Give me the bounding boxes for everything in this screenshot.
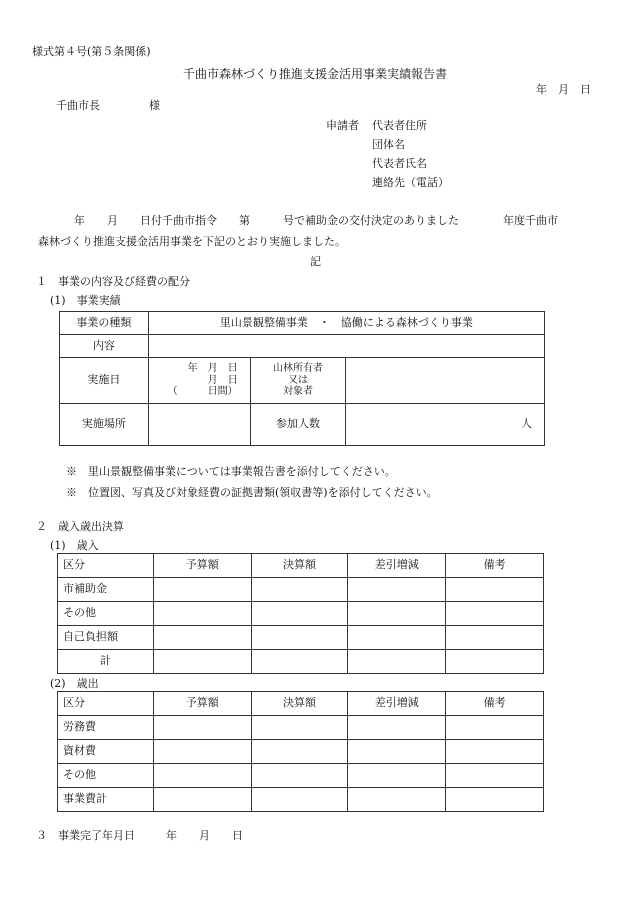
section1-heading: １ 事業の内容及び経費の配分 [36, 275, 190, 288]
expense-header-settlement: 決算額 [251, 692, 348, 716]
note-1: ※ 里山景観整備事業については事業報告書を添付してください。 [66, 465, 396, 478]
form-number: 様式第４号(第５条関係) [32, 45, 151, 58]
expense-cell[interactable] [446, 740, 544, 764]
expense-table [57, 691, 544, 812]
income-total-label: 計 [58, 650, 154, 674]
owner-line3: 対象者 [283, 386, 314, 398]
content-cell[interactable] [148, 335, 544, 358]
income-cell[interactable] [153, 650, 251, 674]
income-row-label: 市補助金 [58, 578, 154, 602]
expense-cell[interactable] [348, 764, 446, 788]
expense-cell[interactable] [251, 716, 348, 740]
income-cell[interactable] [446, 650, 544, 674]
income-header-difference: 差引増減 [348, 554, 446, 578]
location-cell[interactable] [148, 404, 250, 446]
expense-cell[interactable] [153, 740, 251, 764]
expense-cell[interactable] [446, 716, 544, 740]
owner-line2: 又は [288, 374, 309, 386]
expense-row-label: その他 [58, 764, 154, 788]
income-cell[interactable] [446, 626, 544, 650]
income-header-remarks: 備考 [446, 554, 544, 578]
expense-cell[interactable] [348, 740, 446, 764]
body-paragraph-line2: 森林づくり推進支援金活用事業を下記のとおり実施しました。 [38, 235, 346, 248]
income-cell[interactable] [251, 578, 348, 602]
income-cell[interactable] [153, 626, 251, 650]
income-cell[interactable] [251, 626, 348, 650]
date-days: （ 日間） [167, 386, 238, 398]
expense-subheading: (2) 歳出 [50, 677, 99, 690]
section2-heading: ２ 歳入歳出決算 [36, 520, 124, 533]
date-start: 年 月 日 [187, 363, 238, 375]
section1-subheading: (1) 事業実績 [50, 294, 121, 307]
income-cell[interactable] [348, 602, 446, 626]
owner-line1: 山林所有者 [273, 363, 324, 375]
expense-cell[interactable] [348, 716, 446, 740]
applicant-address: 代表者住所 [372, 119, 427, 132]
document-title: 千曲市森林づくり推進支援金活用事業実績報告書 [182, 67, 447, 81]
income-cell[interactable] [348, 578, 446, 602]
owner-value-cell[interactable] [346, 358, 545, 404]
expense-cell[interactable] [153, 788, 251, 812]
expense-cell[interactable] [348, 788, 446, 812]
addressee-honorific: 様 [149, 99, 160, 112]
content-label: 内容 [60, 335, 149, 358]
expense-cell[interactable] [251, 788, 348, 812]
income-header-budget: 予算額 [153, 554, 251, 578]
income-row-label: 自己負担額 [58, 626, 154, 650]
date-end: 月 日 [207, 374, 238, 386]
expense-cell[interactable] [446, 788, 544, 812]
applicant-label: 申請者 [326, 119, 359, 132]
owner-label-cell [250, 358, 346, 404]
participants-unit: 人 [521, 417, 532, 431]
report-date: 年 月 日 [536, 83, 591, 96]
business-type-label: 事業の種類 [60, 312, 149, 335]
applicant-contact: 連絡先（電話） [372, 176, 449, 189]
income-header-settlement: 決算額 [251, 554, 348, 578]
income-row-label: その他 [58, 602, 154, 626]
expense-cell[interactable] [251, 740, 348, 764]
location-label: 実施場所 [60, 404, 149, 446]
income-subheading: (1) 歳入 [50, 539, 99, 552]
expense-header-category: 区分 [58, 692, 154, 716]
implementation-date-cell[interactable] [148, 358, 250, 404]
income-cell[interactable] [446, 578, 544, 602]
business-type-value: 里山景観整備事業 ・ 協働による森林づくり事業 [148, 312, 544, 335]
section3-heading: ３ 事業完了年月日 [36, 829, 135, 842]
income-cell[interactable] [251, 650, 348, 674]
income-cell[interactable] [446, 602, 544, 626]
applicant-name: 代表者氏名 [372, 157, 427, 170]
income-header-category: 区分 [58, 554, 154, 578]
body-paragraph-line1: 年 月 日付千曲市指令 第 号で補助金の交付決定のありました 年度千曲市 [74, 214, 558, 227]
applicant-group: 団体名 [372, 138, 405, 151]
business-results-table [59, 311, 545, 446]
income-cell[interactable] [153, 578, 251, 602]
participants-cell[interactable] [346, 404, 545, 446]
expense-header-remarks: 備考 [446, 692, 544, 716]
completion-date: 年 月 日 [166, 829, 243, 842]
income-cell[interactable] [348, 650, 446, 674]
income-cell[interactable] [251, 602, 348, 626]
expense-total-label: 事業費計 [58, 788, 154, 812]
expense-cell[interactable] [446, 764, 544, 788]
expense-cell[interactable] [153, 716, 251, 740]
implementation-date-label: 実施日 [60, 358, 149, 404]
participants-label: 参加人数 [250, 404, 346, 446]
expense-header-budget: 予算額 [153, 692, 251, 716]
expense-row-label: 労務費 [58, 716, 154, 740]
expense-cell[interactable] [153, 764, 251, 788]
income-cell[interactable] [348, 626, 446, 650]
income-table [57, 553, 544, 674]
ki-mark: 記 [310, 255, 321, 268]
note-2: ※ 位置図、写真及び対象経費の証拠書類(領収書等)を添付してください。 [66, 486, 438, 499]
income-cell[interactable] [153, 602, 251, 626]
expense-cell[interactable] [251, 764, 348, 788]
expense-header-difference: 差引増減 [348, 692, 446, 716]
expense-row-label: 資材費 [58, 740, 154, 764]
addressee: 千曲市長 [56, 99, 100, 112]
